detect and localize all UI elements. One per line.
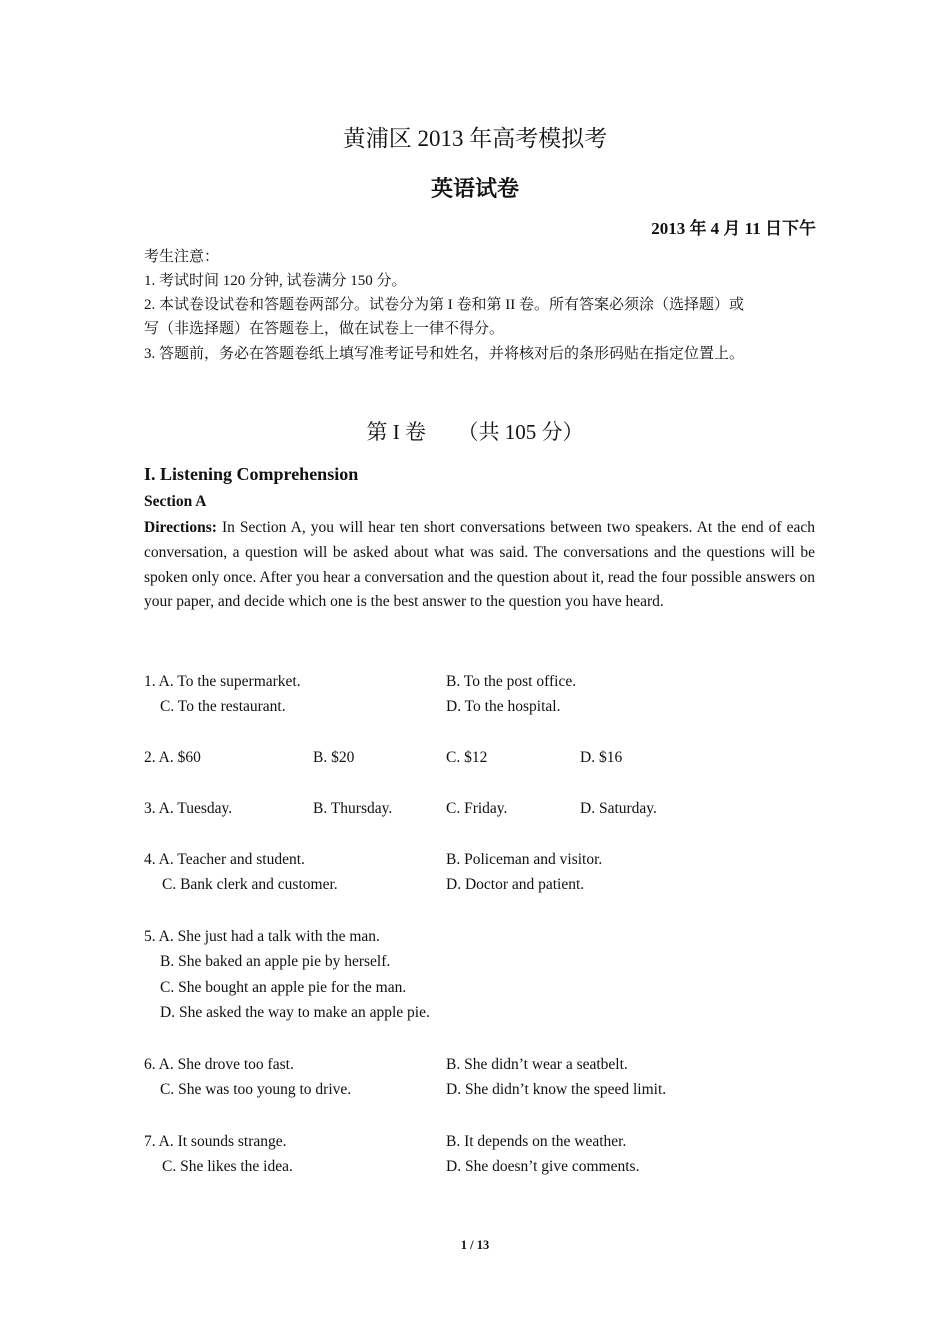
q4-option-d: D. Doctor and patient.: [446, 876, 585, 893]
q6-option-c: C. She was too young to drive.: [160, 1081, 352, 1098]
notice-item-3: 3. 答题前，务必在答题卷纸上填写准考证号和姓名，并将核对后的条形码贴在指定位置上。: [144, 346, 745, 362]
exam-title: 黄浦区 2013 年高考模拟考: [342, 126, 608, 151]
q4-option-c: C. Bank clerk and customer.: [162, 876, 338, 893]
q3-option-c: C. Friday.: [446, 800, 508, 817]
directions-text: In Section A, you will hear ten short conversations between two speakers. At the end of each conversation, a question will be asked about what was said. The conversations and the questions will be spoken only once. After you hear a conversation and the question about it, read the four possible answers on your paper, and decide which one is the best answer to the question you have heard.: [144, 519, 815, 611]
q1-option-c: C. To the restaurant.: [160, 698, 286, 715]
volume-heading: 第 I 卷 （共 105 分）: [366, 420, 584, 444]
notice-item-2-cont: 写（非选择题）在答题卷上，做在试卷上一律不得分。: [144, 321, 505, 337]
q3-option-b: B. Thursday.: [313, 800, 393, 817]
directions-paragraph: [144, 516, 815, 615]
q4-option-a: 4. A. Teacher and student.: [144, 851, 305, 868]
notice-heading: 考生注意：: [144, 249, 220, 265]
q3-option-a: 3. A. Tuesday.: [144, 800, 233, 817]
q1-option-b: B. To the post office.: [446, 673, 577, 690]
q6-option-a: 6. A. She drove too fast.: [144, 1056, 294, 1073]
q2-option-d: D. $16: [580, 749, 623, 766]
notice-item-2: 2. 本试卷设试卷和答题卷两部分。试卷分为第 I 卷和第 II 卷。所有答案必须涂（选择题）或: [144, 297, 744, 313]
q4-option-b: B. Policeman and visitor.: [446, 851, 603, 868]
exam-subtitle: 英语试卷: [430, 176, 519, 201]
q7-option-c: C. She likes the idea.: [162, 1158, 293, 1175]
q2-option-b: B. $20: [313, 749, 355, 766]
q7-option-b: B. It depends on the weather.: [446, 1133, 627, 1150]
q7-option-d: D. She doesn’t give comments.: [446, 1158, 640, 1175]
q7-option-a: 7. A. It sounds strange.: [144, 1133, 287, 1150]
q6-option-b: B. She didn’t wear a seatbelt.: [446, 1056, 628, 1073]
q2-option-c: C. $12: [446, 749, 488, 766]
q5-option-d: D. She asked the way to make an apple pie.: [160, 1004, 430, 1021]
section-subheading: Section A: [144, 493, 207, 510]
directions-label: Directions:: [144, 519, 217, 536]
q1-option-d: D. To the hospital.: [446, 698, 561, 715]
q3-option-d: D. Saturday.: [580, 800, 657, 817]
q1-option-a: 1. A. To the supermarket.: [144, 673, 301, 690]
section-heading: I. Listening Comprehension: [144, 464, 359, 484]
notice-item-1: 1. 考试时间 120 分钟, 试卷满分 150 分。: [144, 273, 407, 289]
exam-date: 2013 年 4 月 11 日下午: [651, 219, 816, 238]
q6-option-d: D. She didn’t know the speed limit.: [446, 1081, 667, 1098]
q5-option-c: C. She bought an apple pie for the man.: [160, 979, 407, 996]
page-number: 1 / 13: [460, 1238, 490, 1252]
q5-option-b: B. She baked an apple pie by herself.: [160, 953, 391, 970]
q2-option-a: 2. A. $60: [144, 749, 201, 766]
q5-option-a: 5. A. She just had a talk with the man.: [144, 928, 380, 945]
